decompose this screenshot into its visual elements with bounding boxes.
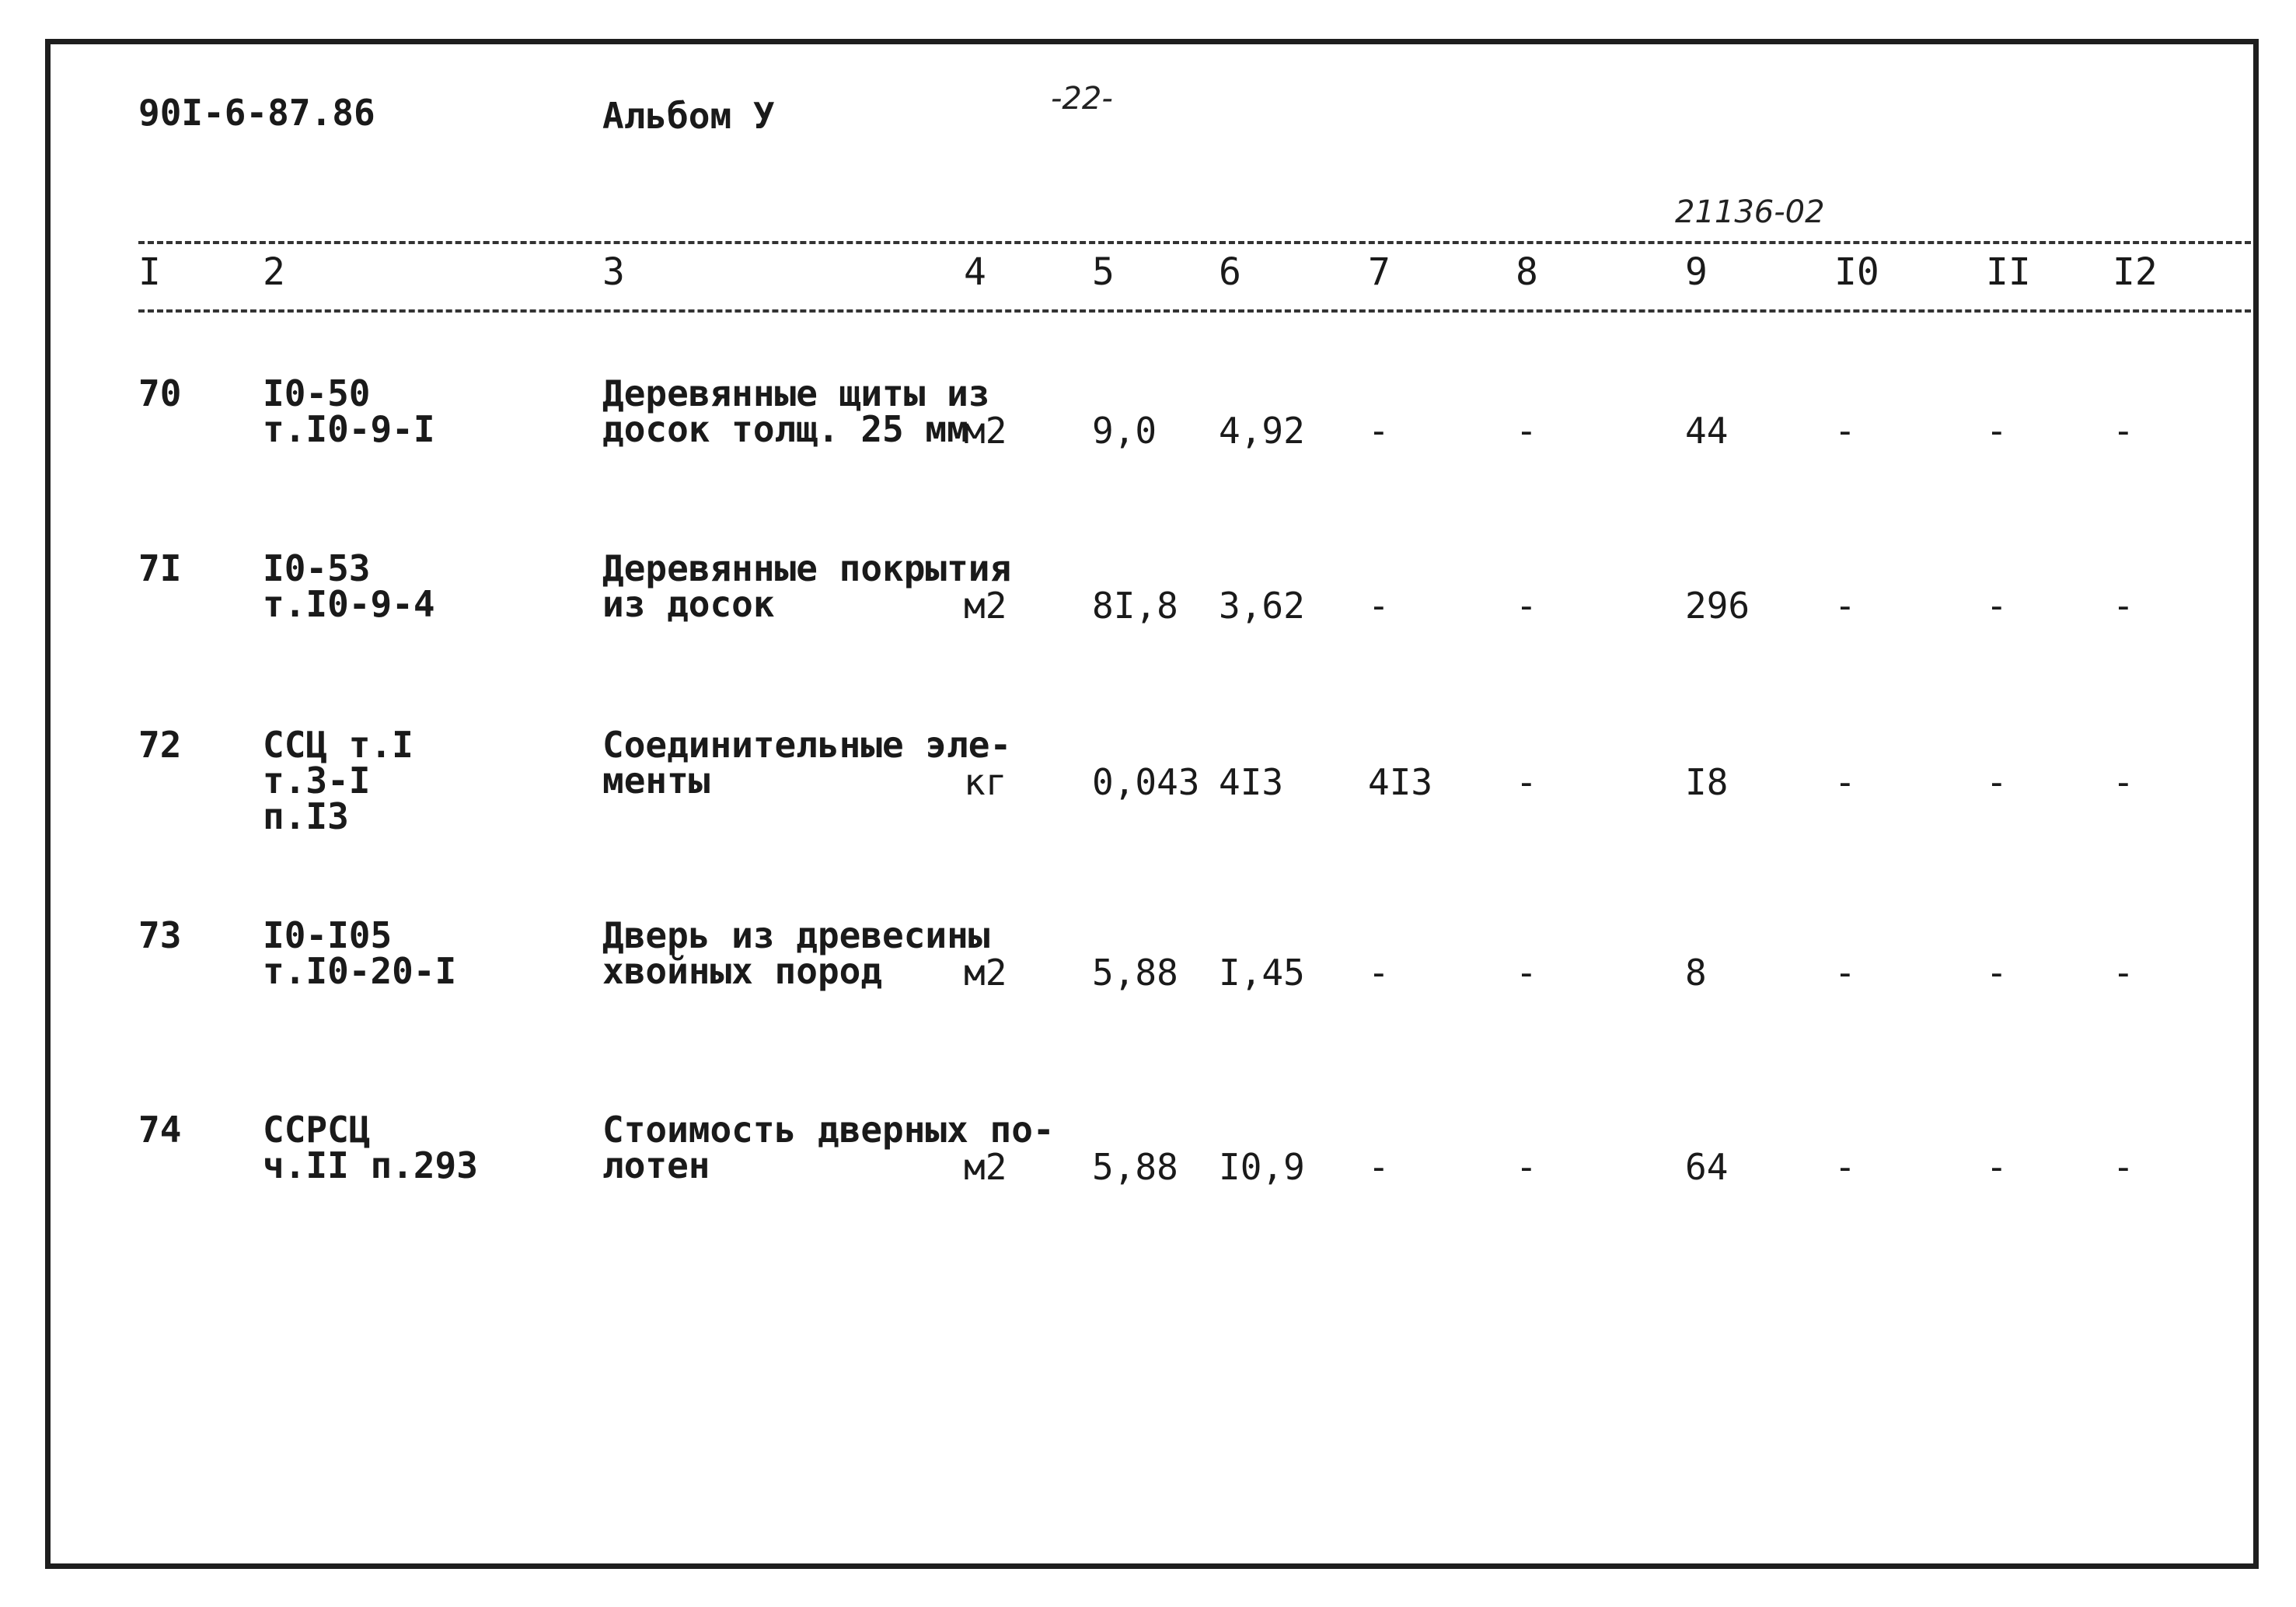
column-number-1: I	[138, 250, 161, 294]
document-code: 90I-6-87.86	[138, 92, 375, 134]
column-11-value: -	[1986, 410, 2008, 452]
page-number: -22-	[1051, 81, 1113, 117]
column-11-value: -	[1986, 585, 2008, 627]
norm-code: I0-I05 т.I0-20-I	[263, 914, 457, 992]
column-12-value: -	[2113, 952, 2134, 994]
header-bottom-rule	[138, 309, 2251, 313]
column-number-11: II	[1986, 250, 2031, 294]
column-12-value: -	[2113, 761, 2134, 803]
row-number: 70	[138, 372, 182, 414]
column-number-9: 9	[1685, 250, 1708, 294]
column-number-10: I0	[1834, 250, 1879, 294]
row-number: 74	[138, 1109, 182, 1151]
quantity: 0,043	[1092, 761, 1200, 803]
column-6-value: 4I3	[1219, 761, 1284, 803]
column-number-8: 8	[1516, 250, 1538, 294]
column-10-value: -	[1834, 410, 1856, 452]
row-number: 72	[138, 724, 182, 766]
column-10-value: -	[1834, 761, 1856, 803]
column-9-value: 8	[1685, 952, 1707, 994]
unit: м2	[964, 1146, 1007, 1188]
column-number-5: 5	[1092, 250, 1115, 294]
unit: м2	[964, 410, 1007, 452]
column-number-2: 2	[263, 250, 285, 294]
column-10-value: -	[1834, 585, 1856, 627]
column-10-value: -	[1834, 1146, 1856, 1188]
column-7-value: -	[1368, 1146, 1390, 1188]
column-6-value: 3,62	[1219, 585, 1305, 627]
norm-code: ССРСЦ ч.II п.293	[263, 1109, 478, 1186]
norm-code: ССЦ т.I т.3-I п.I3	[263, 724, 413, 837]
column-number-6: 6	[1219, 250, 1241, 294]
column-9-value: I8	[1685, 761, 1729, 803]
item-name: Деревянные щиты из досок толщ. 25 мм	[602, 372, 990, 450]
header-top-rule	[138, 241, 2251, 244]
column-8-value: -	[1516, 1146, 1537, 1188]
column-9-value: 64	[1685, 1146, 1729, 1188]
column-6-value: 4,92	[1219, 410, 1305, 452]
column-9-value: 44	[1685, 410, 1729, 452]
column-number-7: 7	[1368, 250, 1391, 294]
column-11-value: -	[1986, 952, 2008, 994]
unit: м2	[964, 952, 1007, 994]
unit: м2	[964, 585, 1007, 627]
column-11-value: -	[1986, 761, 2008, 803]
column-11-value: -	[1986, 1146, 2008, 1188]
norm-code: I0-53 т.I0-9-4	[263, 547, 435, 625]
column-12-value: -	[2113, 1146, 2134, 1188]
document-stamp: 21136-02	[1675, 194, 1825, 230]
row-number: 73	[138, 914, 182, 956]
column-7-value: 4I3	[1368, 761, 1433, 803]
column-8-value: -	[1516, 952, 1537, 994]
column-number-3: 3	[602, 250, 625, 294]
quantity: 5,88	[1092, 1146, 1178, 1188]
item-name: Соединительные эле- менты	[602, 724, 1012, 802]
column-number-4: 4	[964, 250, 986, 294]
quantity: 8I,8	[1092, 585, 1178, 627]
row-number: 7I	[138, 547, 182, 589]
album-label: Альбом У	[602, 95, 775, 137]
unit: кг	[964, 761, 1007, 803]
quantity: 5,88	[1092, 952, 1178, 994]
column-12-value: -	[2113, 585, 2134, 627]
column-8-value: -	[1516, 585, 1537, 627]
item-name: Деревянные покрытия из досок	[602, 547, 1012, 625]
column-7-value: -	[1368, 952, 1390, 994]
column-10-value: -	[1834, 952, 1856, 994]
column-9-value: 296	[1685, 585, 1750, 627]
column-number-12: I2	[2113, 250, 2158, 294]
column-7-value: -	[1368, 585, 1390, 627]
norm-code: I0-50 т.I0-9-I	[263, 372, 435, 450]
column-8-value: -	[1516, 761, 1537, 803]
column-7-value: -	[1368, 410, 1390, 452]
item-name: Стоимость дверных по- лотен	[602, 1109, 1055, 1186]
quantity: 9,0	[1092, 410, 1157, 452]
column-12-value: -	[2113, 410, 2134, 452]
column-6-value: I0,9	[1219, 1146, 1305, 1188]
item-name: Дверь из древесины хвойных пород	[602, 914, 990, 992]
column-8-value: -	[1516, 410, 1537, 452]
column-6-value: I,45	[1219, 952, 1305, 994]
